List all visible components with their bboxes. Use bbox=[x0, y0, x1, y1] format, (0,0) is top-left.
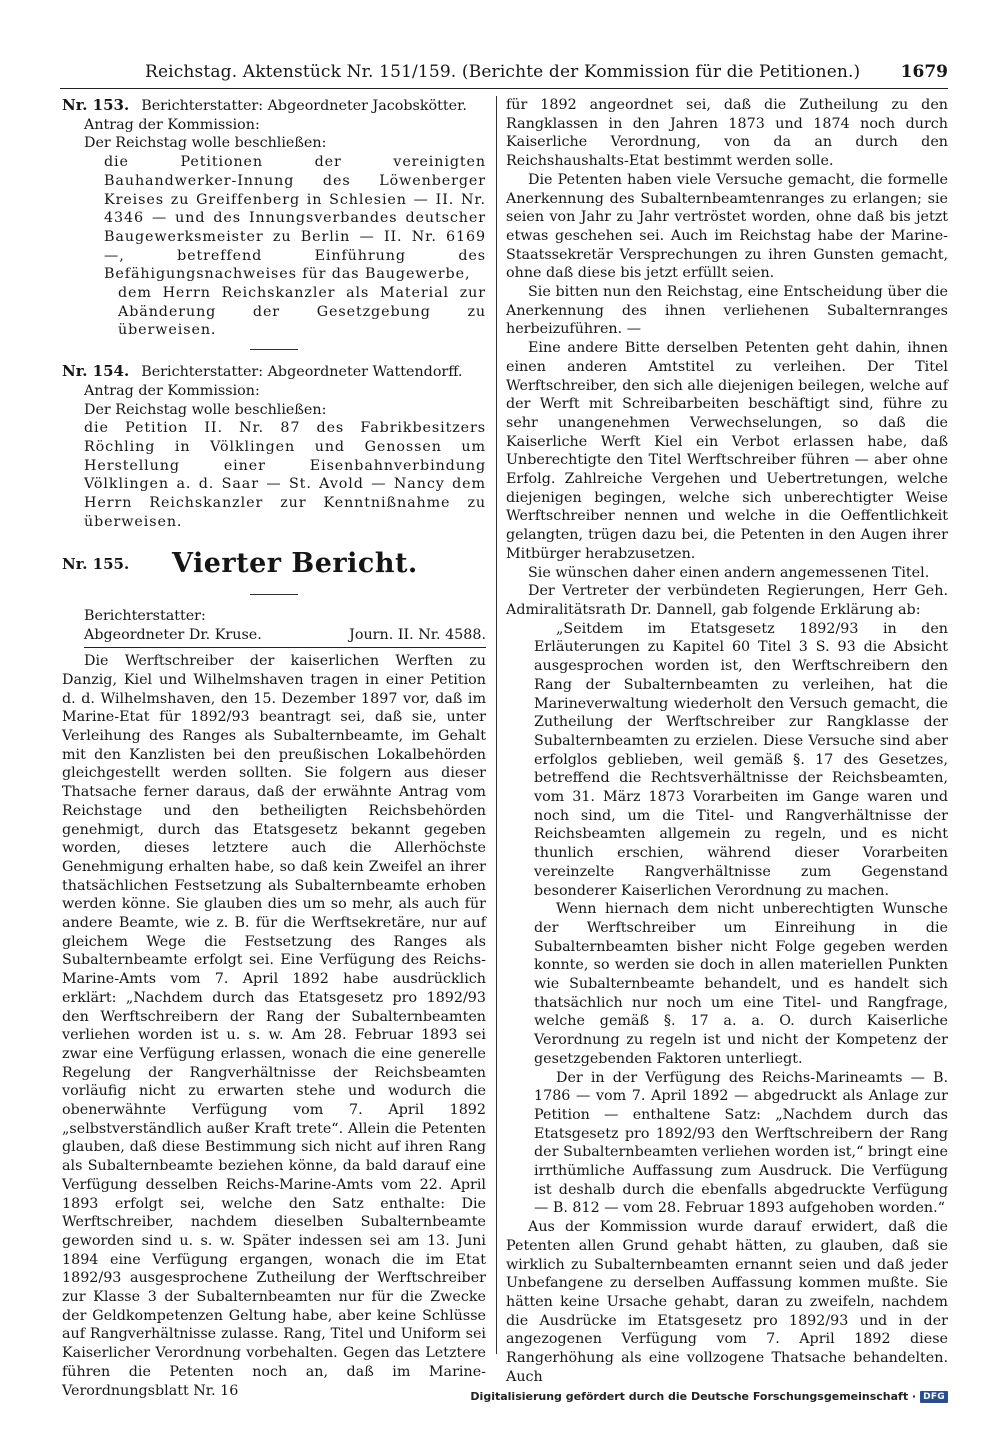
right-paragraph-6: Der Vertreter der verbündeten Regierungen, Herr Geh. Admiralitätsrath Dr. Dannell, gab folgende Erklärung ab: bbox=[506, 583, 948, 618]
nr155-heading bbox=[62, 545, 486, 585]
nr153-motion: Antrag der Kommission: bbox=[84, 116, 260, 133]
section-nr-153 bbox=[62, 96, 486, 350]
digitization-footer bbox=[470, 1390, 948, 1403]
right-paragraph-1: für 1892 angeordnet sei, daß die Zutheilung zu den Rangklassen in den Jahren 1873 und 1874 noch durch Kaiserliche Verordnung, von da an durch den Reichshaushalts-Etat bestimmt werden solle. bbox=[506, 97, 948, 170]
nr153-body: die Petitionen der vereinigten Bauhandwerker-Innung des Löwenberger Kreises zu Greiffenberg in Schlesien — II. Nr. 4346 — und des Innungsverbandes deutscher Baugewerksmeister zu Berlin — II. Nr. 6169 —, betreffend Einführung des Befähigungsnachweises für das Baugewerbe, bbox=[104, 154, 486, 283]
column-divider bbox=[496, 96, 497, 1354]
right-paragraph-4: Eine andere Bitte derselben Petenten geht dahin, ihnen einen anderen Amtstitel zu verleihen. Der Titel Werftschreiber, den sich alle diejenigen beilegen, welche auf der Werft mit Schreibarbeiten beschäftigt sind, führe zu sehr unangenehmen Verwechselungen, so daß die Kaiserliche Werft Kiel ein Verbot erlassen habe, daß Unberechtigte den Titel Werftschreiber führen — aber ohne Erfolg. Zahlreiche Vergehen und Uebertretungen, welche diejenigen begingen, welche sich unberechtigter Weise Werftschreiber nennen und welche in die Oeffentlichkeit gelangten, trügen dazu bei, die Petenten in den Augen ihrer Mitbürger herabzusetzen. bbox=[506, 340, 948, 562]
page-number: 1679 bbox=[900, 62, 948, 82]
dfg-logo-icon: DFG bbox=[920, 1391, 948, 1403]
nr155-reporter-label: Berichterstatter: bbox=[84, 608, 206, 625]
nr153-number: Nr. 153. bbox=[62, 96, 130, 114]
nr154-number: Nr. 154. bbox=[62, 362, 130, 381]
nr155-reporter-name: Abgeordneter Dr. Kruse. bbox=[84, 627, 262, 644]
running-title: Reichstag. Aktenstück Nr. 151/159. (Berichte der Kommission für die Petitionen.) bbox=[145, 62, 861, 82]
running-header bbox=[60, 58, 948, 86]
right-paragraph-2: Die Petenten haben viele Versuche gemacht, die formelle Anerkennung des Subalternbeamtenranges zu erlangen; sie seien von Jahr zu Jahr vertröstet worden, ohne daß bis jetzt etwas geschehen sei. Auch im Reichstag habe der Marine-Staatssekretär Versprechungen zu ihren Gunsten gemacht, ohne daß diese bis jetzt erfüllt seien. bbox=[506, 171, 948, 282]
nr154-body: die Petition II. Nr. 87 des Fabrikbesitzers Röchling in Völklingen und Genossen um Herstellung einer Eisenbahnverbindung Völklingen a. d. Saar — St. Avold — Nancy dem Herrn Reichskanzler zur Kenntnißnahme zu überweisen. bbox=[84, 420, 486, 530]
government-statement bbox=[506, 620, 948, 1219]
left-column bbox=[62, 96, 486, 1399]
nr155-journal: Journ. II. Nr. 4588. bbox=[349, 627, 486, 644]
nr154-reporter: Berichterstatter: Abgeordneter Wattendorff. bbox=[141, 364, 463, 381]
nr155-paragraph-1: Die Werftschreiber der kaiserlichen Werften zu Danzig, Kiel und Wilhelmshaven tragen in einer Petition d. d. Wilhelmshaven, den 15. Dezember 1897 vor, daß im Marine-Etat für 1892/93 beantragt sei, daß sie, unter Verleihung des Ranges als Subalternbeamte, im Gehalt mit den Kanzlisten bei den preußischen Lokalbehörden gleichgestellt werden sollten. Sie folgern aus dieser Thatsache ferner daraus, daß der erwähnte Antrag vom Reichstage und den betheiligten Reichsbehörden genehmigt, durch das Etatsgesetz bekannt gegeben worden, dieses letztere auch die Allerhöchste Genehmigung erhalten habe, so daß kein Zweifel an ihrer thatsächlichen Festsetzung als Subalternbeamte erhoben werden könne. Sie glauben dies um so mehr, als auch für andere Beamte, wie z. B. für die Werftsekretäre, nur auf gleichem Wege die Festsetzung des Ranges als Subalternbeamte erfolgt sei. Eine Verfügung des Reichs-Marine-Amts vom 7. April 1892 habe ausdrücklich erklärt: „Nachdem durch das Etatsgesetz pro 1892/93 den Werftschreibern der Rang der Subalternbeamten verliehen worden ist u. s. w. Am 28. Februar 1893 sei zwar eine Verfügung erlassen, wonach die eine generelle Regelung der Rangverhältnisse der Reichsbeamten vorläufig nicht zu erwarten stehe und wodurch die obenerwähnte Verfügung vom 7. April 1892 „selbstverständlich außer Kraft trete“. Allein die Petenten glauben, daß diese Bestimmung sich nicht auf ihren Rang als Subalternbeamte beziehen könne, da bald darauf eine Verfügung desselben Reichs-Marine-Amts vom 22. April 1893 erfolgt sei, welche den Satz enthalte: Die Werftschreiber, nachdem dieselben Subalternbeamte geworden sind u. s. w. Später indessen sei am 13. Juni 1894 eine Verfügung ergangen, wonach die im Etat 1892/93 ausgesprochene Zutheilung der Werftschreiber zur Klasse 3 der Subalternbeamten nur für die Zwecke der Geldkompetenzen Geltung habe, aber keine Schlüsse auf Rangverhältnisse zulasse. Rang, Titel und Uniform sei Kaiserlicher Verordnung vorbehalten. Gegen das Letztere führen die Petenten noch an, daß im Marine-Verordnungsblatt Nr. 16 bbox=[62, 653, 486, 1399]
section-nr-154 bbox=[62, 362, 486, 531]
nr155-title: Vierter Bericht. bbox=[172, 548, 418, 580]
nr154-reporter-line bbox=[62, 362, 486, 382]
nr153-conclusion: dem Herrn Reichskanzler als Material zur Abänderung der Gesetzgebung zu überweisen. bbox=[118, 285, 486, 339]
header-rule bbox=[60, 88, 948, 89]
reference-underline bbox=[84, 647, 486, 648]
quote-paragraph-2: Wenn hiernach dem nicht unberechtigten Wunsche der Werftschreiber um Einreihung in die Subalternbeamten bisher nicht Folge gegeben werden konnte, so werden sie doch in allen materiellen Punkten wie Subalternbeamte behandelt, und es handelt sich thatsächlich nur noch um eine Titel- und Rangfrage, welche gemäß §. 17 a. a. O. durch Kaiserliche Verordnung zu regeln ist und nicht der Kompetenz der gesetzgebenden Faktoren unterliegt. bbox=[534, 901, 948, 1067]
footer-text: Digitalisierung gefördert durch die Deutsche Forschungsgemeinschaft · bbox=[470, 1390, 917, 1403]
nr154-motion: Antrag der Kommission: bbox=[84, 382, 260, 399]
section-nr-155 bbox=[62, 545, 486, 1400]
nr153-resolve: Der Reichstag wolle beschließen: bbox=[84, 135, 327, 152]
right-paragraph-5: Sie wünschen daher einen andern angemessenen Titel. bbox=[528, 564, 930, 581]
nr153-reporter: Berichterstatter: Abgeordneter Jacobskötter. bbox=[141, 98, 467, 114]
right-paragraph-7: Aus der Kommission wurde darauf erwidert, daß die Petenten allen Grund gehabt hätten, zu glauben, daß sie wirklich zu Subalternbeamten ernannt seien und daß jeder Unbefangene zu derselben Auffassung kommen mußte. Sie hätten keine Ursache gehabt, daran zu zweifeln, nachdem die Ausdrücke im Etatsgesetz pro 1892/93 und in der angezogenen Verfügung vom 7. April 1892 diese Rangerhöhung als eine vollzogene Thatsache behandelten. Auch bbox=[506, 1219, 948, 1385]
right-column bbox=[506, 96, 948, 1385]
section-rule bbox=[250, 349, 298, 350]
quote-paragraph-3: Der in der Verfügung des Reichs-Marineamts — B. 1786 — vom 7. April 1892 — abgedruckt als Anlage zur Petition — enthaltene Satz: „Nachdem durch das Etatsgesetz pro 1892/93 den Werftschreibern der Rang der Subalternbeamten verliehen worden ist,“ bringt eine irrthümliche Auffassung zum Ausdruck. Die Verfügung ist deshalb durch die ebenfalls abgedruckte Verfügung — B. 812 — vom 28. Februar 1893 aufgehoben worden.“ bbox=[534, 1069, 948, 1217]
nr154-resolve: Der Reichstag wolle beschließen: bbox=[84, 401, 327, 418]
nr155-number: Nr. 155. bbox=[62, 555, 130, 574]
quote-paragraph-1: „Seitdem im Etatsgesetz 1892/93 in den Erläuterungen zu Kapitel 60 Titel 3 S. 93 die Absicht ausgesprochen worden ist, den Werftschreibern den Rang der Subalternbeamten zu verleihen, hat die Marineverwaltung wiederholt den Versuch gemacht, die Zutheilung der Werftschreiber zur Rangklasse der Subalternbeamten zu erzielen. Diese Versuche sind aber erfolglos geblieben, weil gemäß §. 17 des Gesetzes, betreffend die Rechtsverhältnisse der Reichsbeamten, vom 31. März 1873 Vorarbeiten im Gange waren und noch sind, um die Titel- und Rangverhältnisse der Reichsbeamten allgemein zu regeln, und es nicht thunlich erschien, während dieser Vorarbeiten vereinzelte Rangverhältnisse zum Gegenstand besonderer Kaiserlichen Verordnung zu machen. bbox=[534, 620, 948, 899]
title-rule bbox=[250, 594, 298, 595]
right-paragraph-3: Sie bitten nun den Reichstag, eine Entscheidung über die Anerkennung des ihnen verliehenen Subalternranges herbeizuführen. — bbox=[506, 284, 948, 338]
nr155-reference-row bbox=[62, 626, 486, 646]
nr153-reporter-line bbox=[62, 96, 486, 116]
